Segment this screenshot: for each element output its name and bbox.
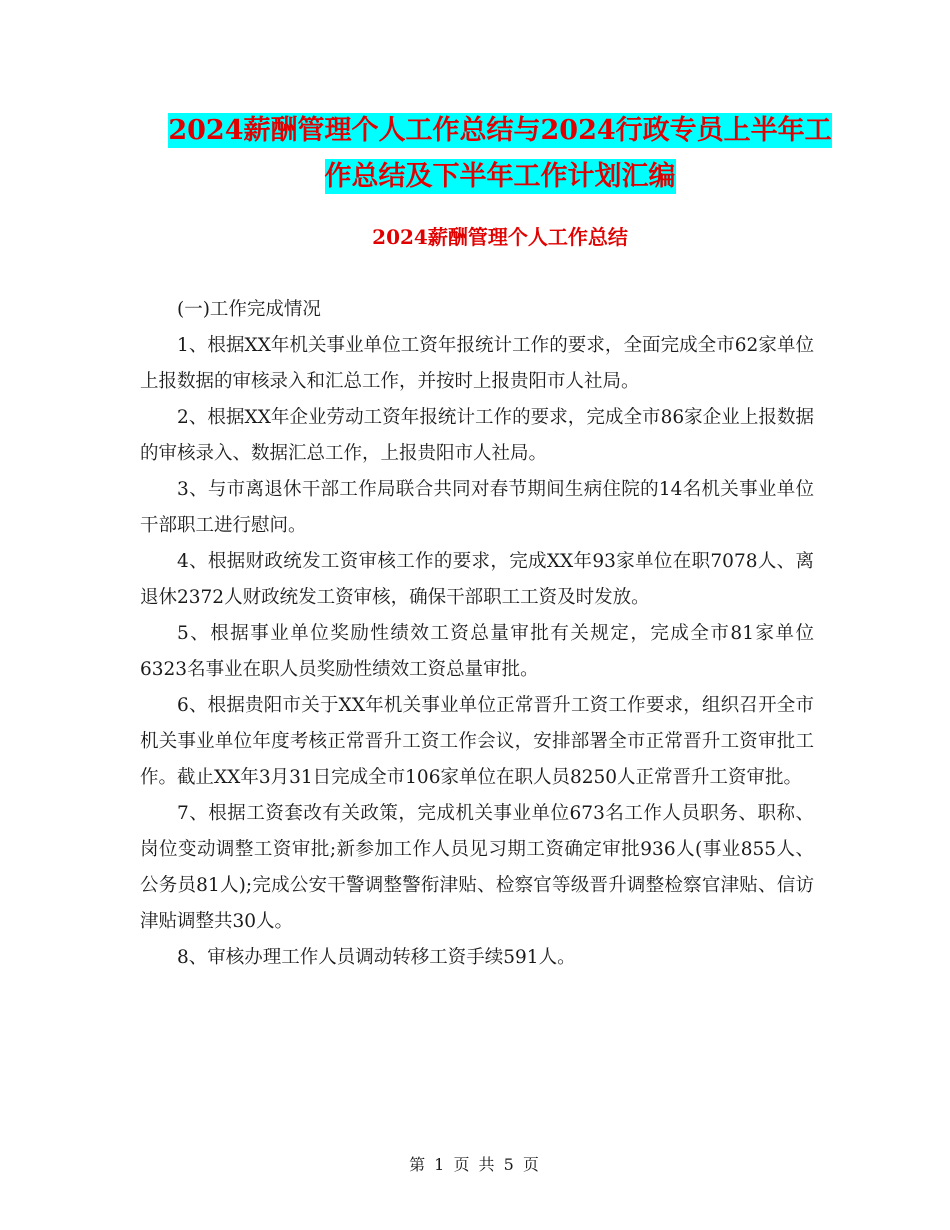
paragraph: 3、与市离退休干部工作局联合共同对春节期间生病住院的14名机关事业单位干部职工进行慰问。 <box>140 479 814 536</box>
document-title <box>140 108 860 200</box>
paragraph: 4、根据财政统发工资审核工作的要求，完成XX年93家单位在职7078人、离退休2372人财政统发工资审核，确保干部职工工资及时发放。 <box>140 551 814 608</box>
paragraph: 7、根据工资套改有关政策，完成机关事业单位673名工作人员职务、职称、岗位变动调整工资审批;新参加工作人员见习期工资确定审批936人(事业855人、公务员81人);完成公安干警调整警衔津贴、检察官等级晋升调整检察官津贴、信访津贴调整共30人。 <box>140 803 814 932</box>
title-line-1: 2024薪酬管理个人工作总结与2024行政专员上半年工 <box>168 115 832 146</box>
paragraph: 8、审核办理工作人员调动转移工资手续591人。 <box>177 947 576 968</box>
paragraph: 5、根据事业单位奖励性绩效工资总量审批有关规定，完成全市81家单位6323名事业在职人员奖励性绩效工资总量审批。 <box>140 623 814 680</box>
paragraph-heading: (一)工作完成情况 <box>177 299 321 320</box>
paragraph: 2、根据XX年企业劳动工资年报统计工作的要求，完成全市86家企业上报数据的审核录入、数据汇总工作，上报贵阳市人社局。 <box>140 407 814 464</box>
section-title: 2024薪酬管理个人工作总结 <box>372 225 628 249</box>
document-body <box>140 292 814 976</box>
paragraph: 6、根据贵阳市关于XX年机关事业单位正常晋升工资工作要求，组织召开全市机关事业单位年度考核正常晋升工资工作会议，安排部署全市正常晋升工资审批工作。截止XX年3月31日完成全市106家单位在职人员8250人正常晋升工资审批。 <box>140 695 814 788</box>
page-footer: 第 1 页 共 5 页 <box>409 1155 541 1174</box>
title-line-2: 作总结及下半年工作计划汇编 <box>324 161 676 192</box>
paragraph: 1、根据XX年机关事业单位工资年报统计工作的要求，全面完成全市62家单位上报数据的审核录入和汇总工作，并按时上报贵阳市人社局。 <box>140 335 814 392</box>
